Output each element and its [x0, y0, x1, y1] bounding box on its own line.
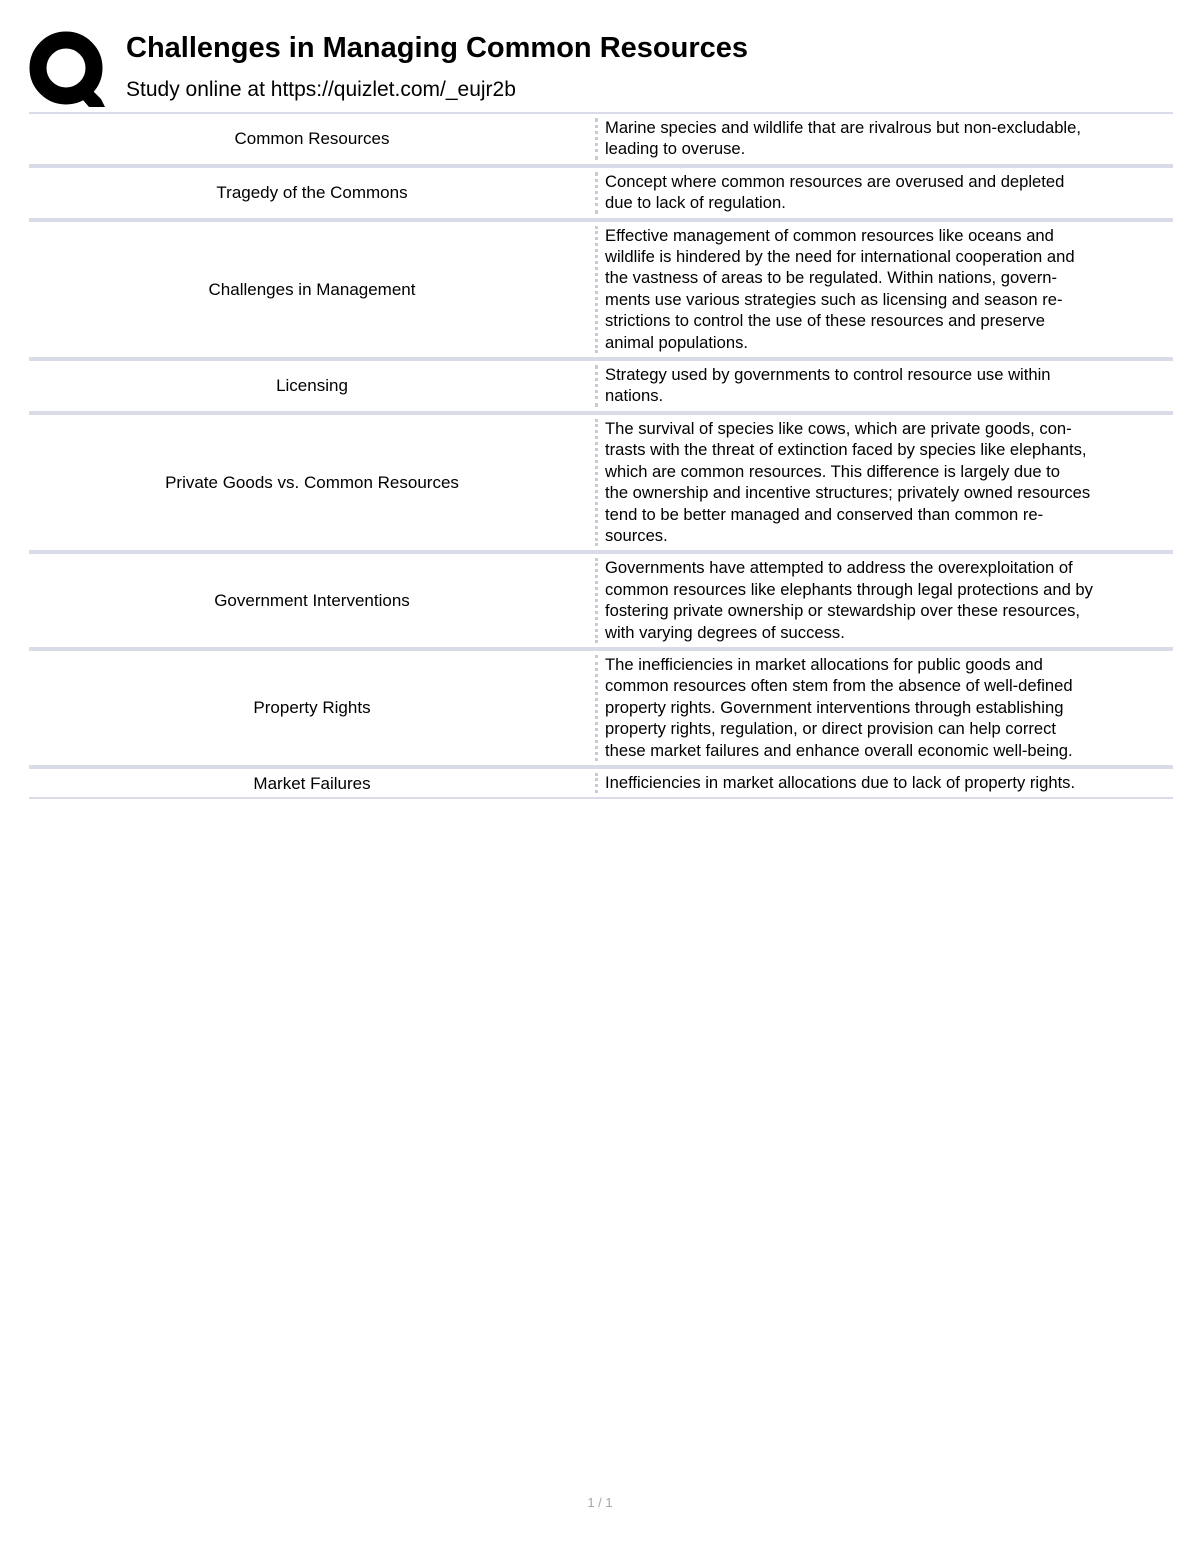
flashcard-row [29, 769, 1173, 799]
card-definition: Strategy used by governments to control resource use within nations. [605, 365, 1051, 406]
column-divider [595, 419, 602, 546]
page-number: 1 / 1 [587, 1495, 613, 1510]
study-online-link[interactable]: Study online at https://quizlet.com/_eujr2b [126, 78, 516, 101]
flashcard-row [29, 361, 1173, 415]
column-divider [595, 172, 602, 214]
column-divider [595, 365, 602, 407]
card-definition: Marine species and wildlife that are rivalrous but non-excludable, leading to overuse. [605, 118, 1081, 159]
card-definition: Inefficiencies in market allocations due to lack of property rights. [605, 772, 1076, 792]
card-term: Property Rights [253, 698, 371, 718]
card-definition: Concept where common resources are overused and depleted due to lack of regulation. [605, 171, 1065, 213]
flashcard-row [29, 114, 1173, 168]
column-divider [595, 118, 602, 160]
card-term: Licensing [276, 376, 348, 396]
card-definition: The inefficiencies in market allocations for public goods and common resources often stem from the absence of well-defined property rights. Government interventions through establishing property rights, regulation, or direct provision can help correct these market failures and enhance overall economic well-being. [605, 654, 1073, 760]
flashcard-row [29, 651, 1173, 769]
flashcard-row [29, 415, 1173, 554]
flashcard-list [29, 112, 1173, 799]
card-term: Private Goods vs. Common Resources [165, 473, 459, 493]
flashcard-row [29, 222, 1173, 361]
card-definition: The survival of species like cows, which are private goods, con- trasts with the threat of extinction faced by species like elephants, which are common resources. This difference is largely due to the ownership and incentive structures; privately owned resources tend to be better managed and conserved than common re- sources. [605, 418, 1091, 545]
flashcard-row [29, 168, 1173, 222]
card-term: Challenges in Management [208, 279, 416, 299]
card-term: Tragedy of the Commons [216, 183, 408, 203]
flashcard-row [29, 554, 1173, 651]
card-definition: Governments have attempted to address the overexploitation of common resources like elephants through legal protections and by fostering private ownership or stewardship over these resources, with varying degrees of success. [605, 558, 1093, 642]
card-term: Government Interventions [214, 591, 410, 611]
column-divider [595, 226, 602, 353]
quizlet-logo-icon [29, 31, 107, 107]
card-term: Common Resources [234, 129, 390, 149]
page-title: Challenges in Managing Common Resources [126, 32, 748, 64]
column-divider [595, 773, 602, 793]
column-divider [595, 655, 602, 761]
card-term: Market Failures [253, 773, 371, 793]
card-definition: Effective management of common resources like oceans and wildlife is hindered by the need for international cooperation and the vastness of areas to be regulated. Within nations, govern- ments use various strategies such as licensing and season re- strictions to control the use of these resources and preserve animal populations. [605, 225, 1075, 352]
column-divider [595, 558, 602, 643]
